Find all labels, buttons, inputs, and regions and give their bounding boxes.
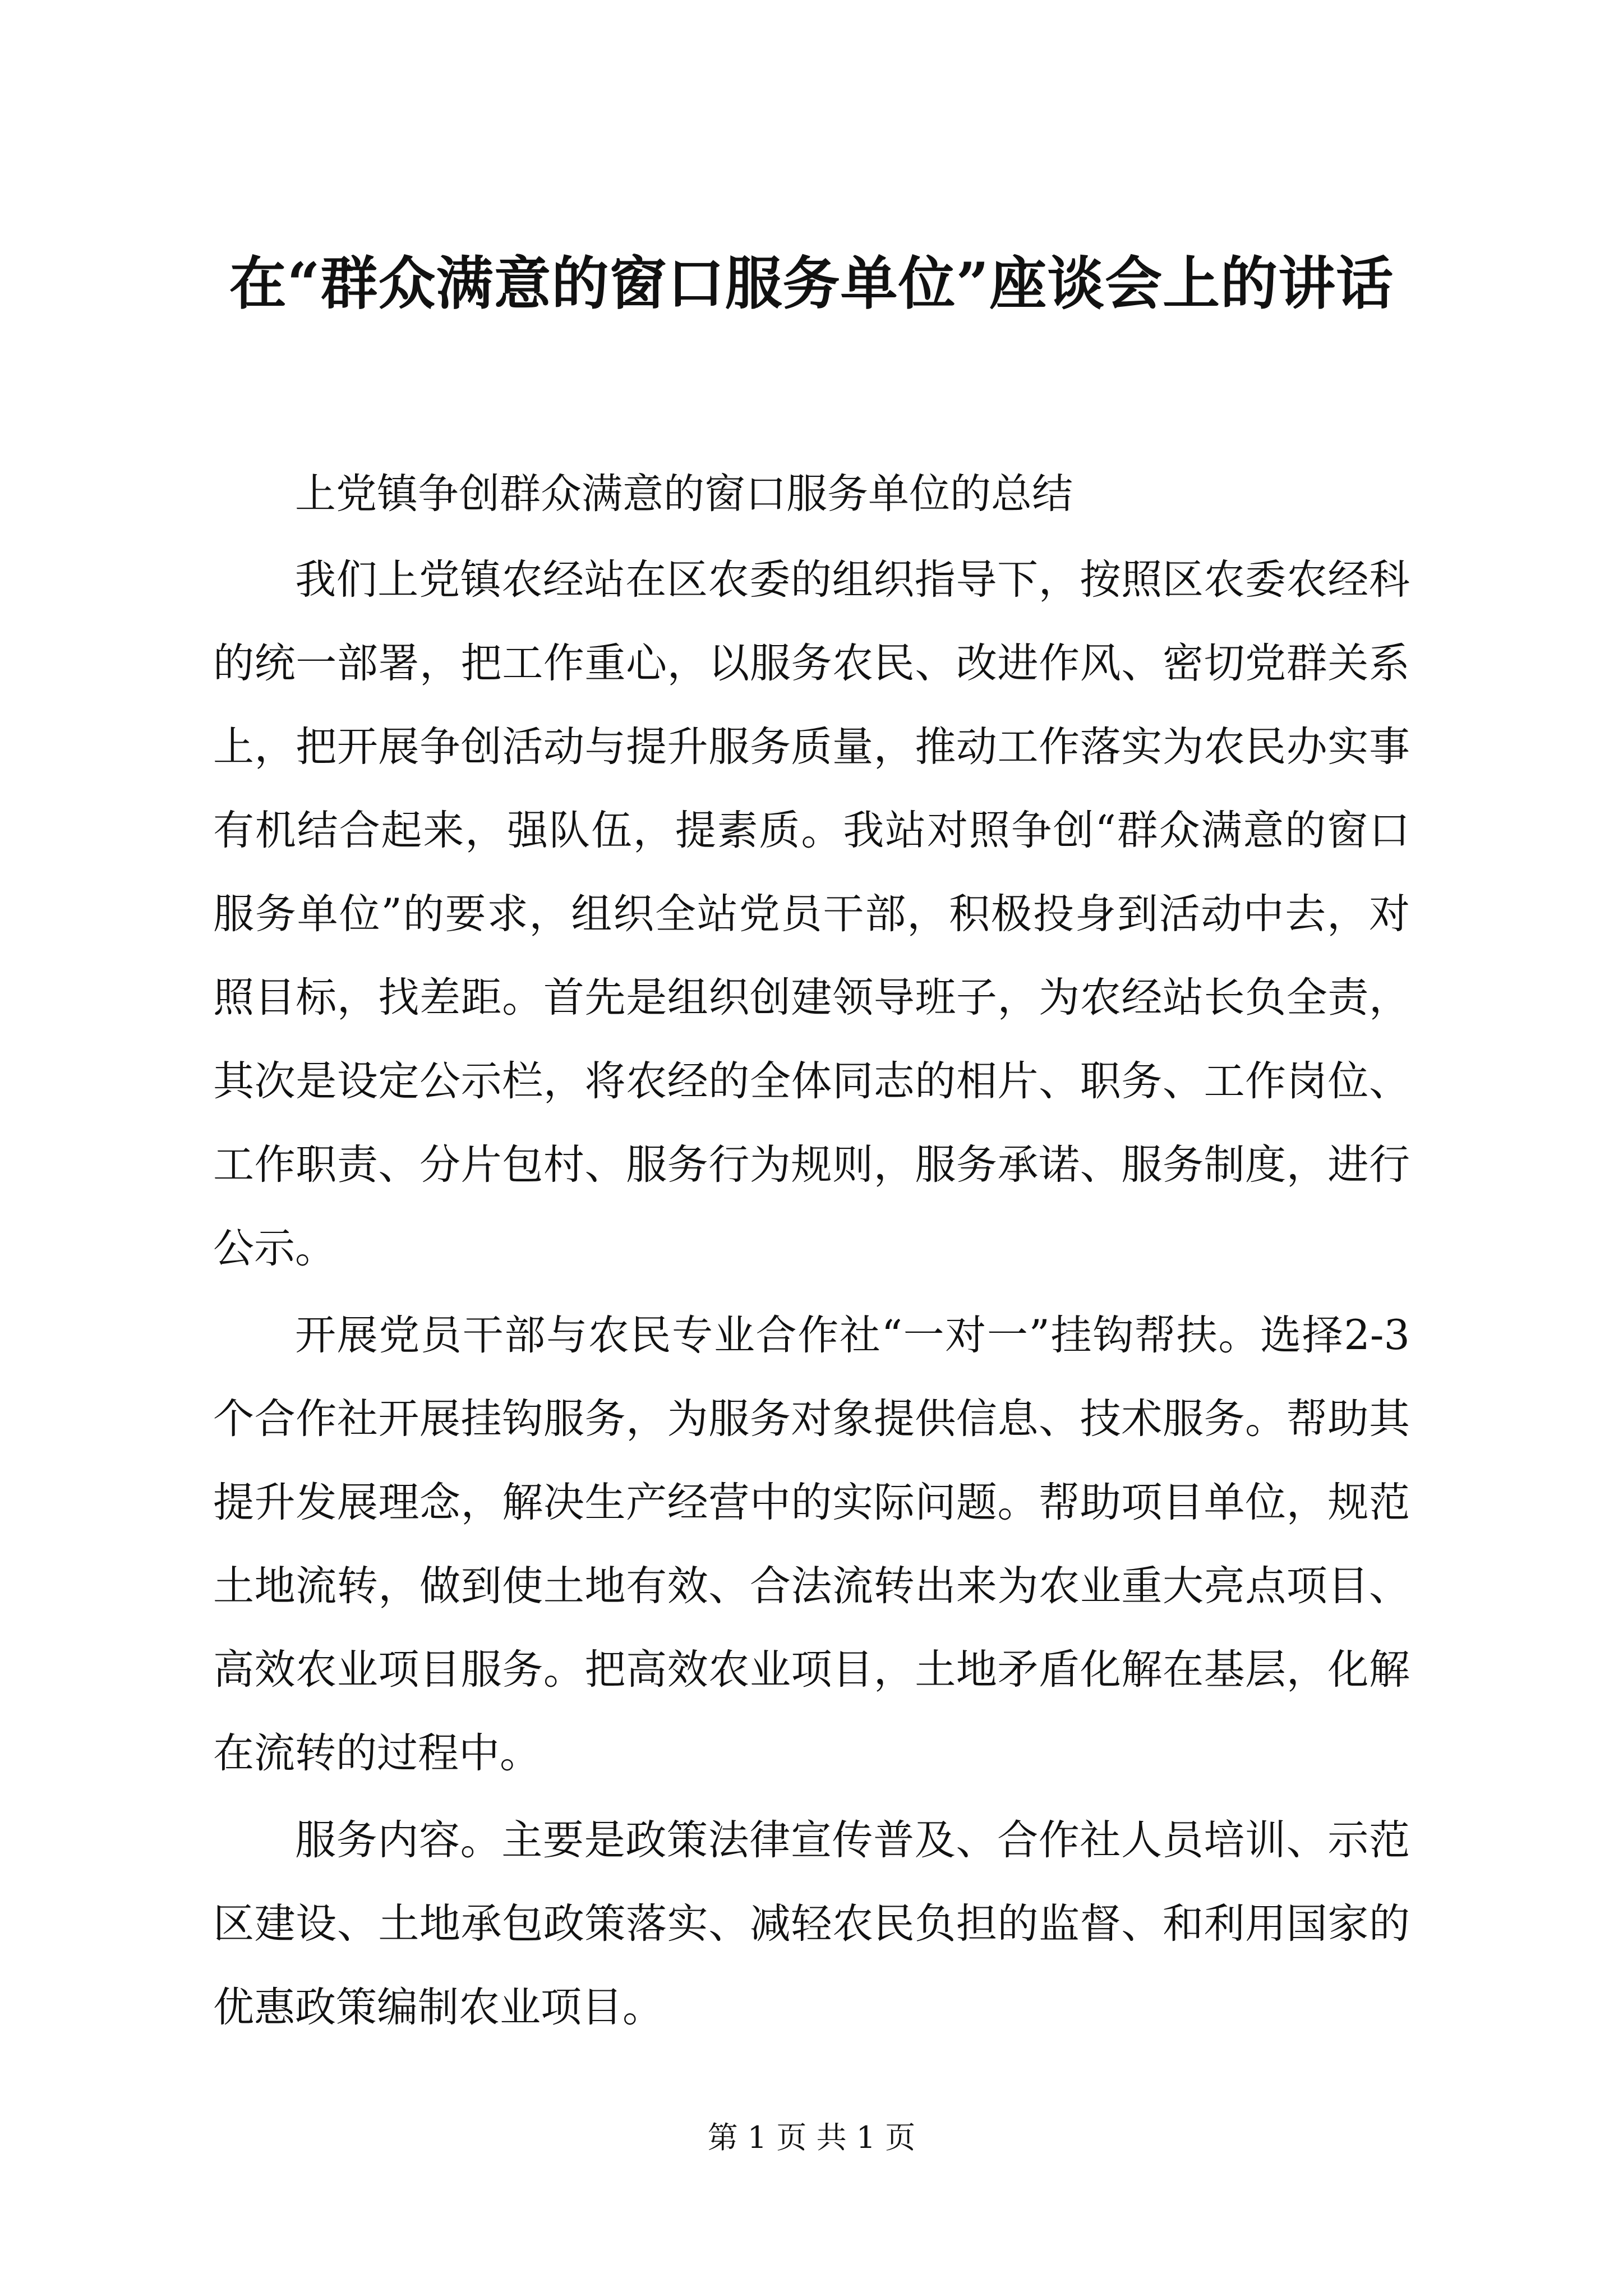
paragraph-3: 服务内容。主要是政策法律宣传普及、合作社人员培训、示范区建设、土地承包政策落实、减轻农民负担的监督、和利用国家的优惠政策编制农业项目。 xyxy=(213,1816,1410,2031)
document-subtitle: 上党镇争创群众满意的窗口服务单位的总结 xyxy=(295,470,1073,518)
page-footer: 第 1 页 共 1 页 xyxy=(707,2120,916,2155)
paragraph-1: 我们上党镇农经站在区农委的组织指导下，按照区农委农经科的统一部署，把工作重心，以服务农民、改进作风、密切党群关系上，把开展争创活动与提升服务质量，推动工作落实为农民办实事有机结合起来，强队伍，提素质。我站对照争创“群众满意的窗口服务单位”的要求，组织全站党员干部，积极投身到活动中去，对照目标，找差距。首先是组织创建领导班子，为农经站长负全责，其次是设定公示栏，将农经的全体同志的相片、职务、工作岗位、工作职责、分片包村、服务行为规则，服务承诺、服务制度，进行公示。 xyxy=(213,556,1410,1272)
paragraph-2: 开展党员干部与农民专业合作社“一对一”挂钩帮扶。选择2-3个合作社开展挂钩服务，为服务对象提供信息、技术服务。帮助其提升发展理念，解决生产经营中的实际问题。帮助项目单位，规范土地流转，做到使土地有效、合法流转出来为农业重大亮点项目、高效农业项目服务。把高效农业项目，土地矛盾化解在基层，化解在流转的过程中。 xyxy=(213,1312,1410,1777)
document-body xyxy=(213,452,1410,2053)
document-title: 在“群众满意的窗口服务单位”座谈会上的讲话 xyxy=(229,250,1394,318)
